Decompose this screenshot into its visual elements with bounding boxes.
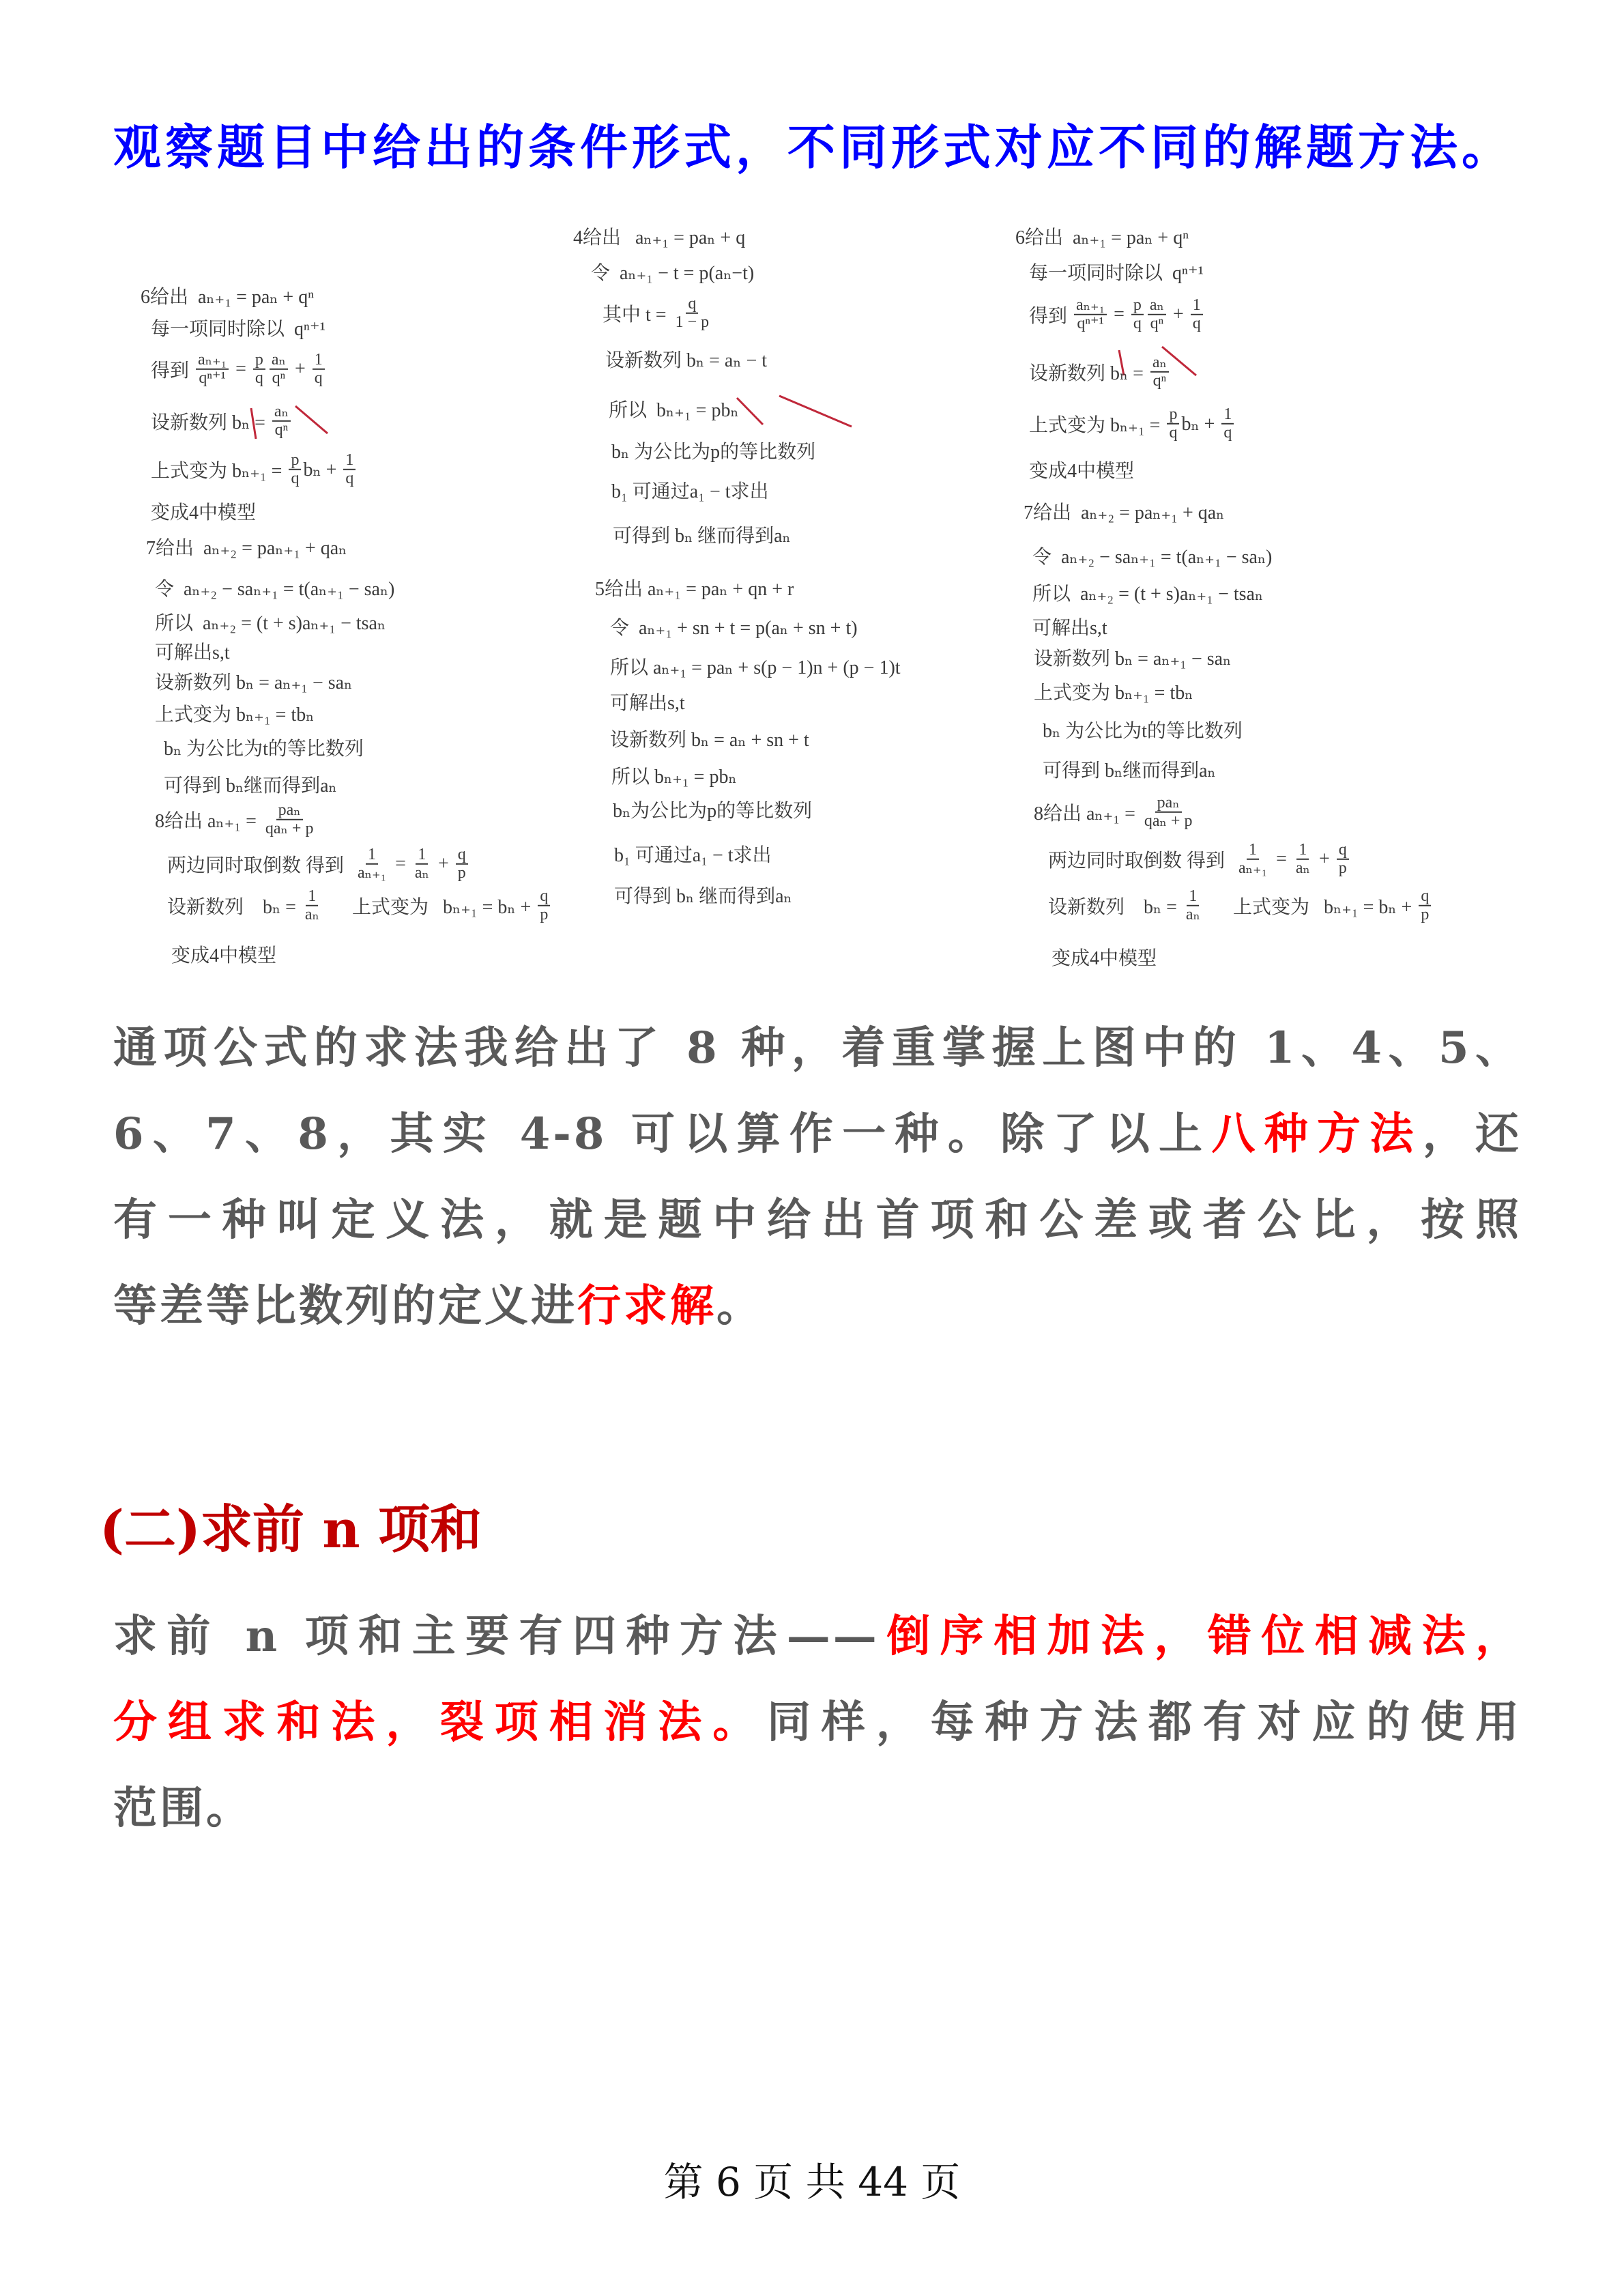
formula-line [1034,794,1196,830]
formula-line [611,762,737,789]
formula-line [1048,842,1351,877]
formula-text: = [390,853,411,874]
fraction-numerator: p [1167,406,1179,425]
formula-line [155,700,314,727]
formula-line [151,314,325,341]
formula-text: 变成4中模型 [151,502,257,523]
formula-text: 变成4中模型 [1029,461,1135,482]
text-run: 。 [716,1280,763,1332]
formula-text: 7给出 aₙ₊₂ = paₙ₊₁ + qaₙ [146,538,347,559]
fraction-numerator: aₙ [270,351,288,370]
formula-line [171,941,276,968]
fraction-numerator: 1 [306,888,318,906]
formula-line [167,888,552,923]
text-run: 通项公式的求法我给出了 8 种，着重掌握上图中的 1、4、5、 [113,1022,1522,1074]
paragraph-line [113,1263,1522,1349]
formula-text: 其中 t = [603,304,671,326]
fraction-denominator: q [314,369,323,387]
formula-line [155,668,352,695]
fraction [1131,297,1144,332]
formula-text: 得到 [1029,306,1073,327]
formula-text: bₙ 为公比为t的等比数列 [164,738,364,760]
fraction [1236,842,1269,877]
fraction [1419,888,1431,923]
fraction-denominator: qⁿ⁺¹ [1077,315,1104,332]
fraction [673,296,712,331]
fraction-denominator: p [1421,906,1430,923]
general-term-paragraph [113,1005,1522,1349]
fraction [303,888,321,923]
formula-text: + [1314,848,1335,870]
fraction-denominator: q [1133,315,1142,332]
fraction [289,452,301,487]
fraction-denominator: q [1223,424,1232,442]
formula-text: 上式变为 bₙ₊₁ = bₙ + [1204,897,1417,918]
formula-line [1029,406,1236,442]
fraction-numerator: aₙ₊₁ [1074,297,1107,315]
formula-line [1029,456,1134,483]
page-number-footer: 第 6 页 共 44 页 [663,2159,961,2205]
fraction [1167,406,1179,442]
fraction-denominator: qⁿ [272,369,286,387]
fraction-numerator: q [538,888,550,906]
highlight-text: 分组求和法，裂项相消法。 [113,1697,768,1748]
fraction-denominator: p [540,906,549,923]
formula-text: 上式变为 bₙ₊₁ = bₙ + [323,897,536,918]
fraction [356,846,388,882]
highlight-text: 八种方法 [1211,1108,1423,1160]
formula-text: 每一项同时除以 qⁿ⁺¹ [151,319,325,340]
fraction-numerator: q [456,846,468,865]
formula-line [1032,613,1107,640]
page-intro-title: 观察题目中给出的条件形式，不同形式对应不同的解题方法。 [113,119,1513,175]
fraction-denominator: p [1338,859,1347,877]
formula-text: 所以 bₙ₊₁ = pbₙ [611,766,737,788]
fraction-numerator: paₙ [276,802,303,820]
fraction-numerator: paₙ [1155,794,1182,813]
formula-line [611,437,815,464]
formula-text: + [433,853,454,874]
formula-line [610,652,901,680]
formula-text: 可得到 bₙ继而得到aₙ [164,775,337,797]
fraction-denominator: aₙ [1185,906,1200,923]
formula-text: 上式变为 bₙ₊₁ = tbₙ [1034,683,1193,704]
fraction-denominator: qⁿ⁺¹ [199,369,226,387]
paragraph-line [113,1005,1522,1091]
formula-text: 变成4中模型 [171,945,277,966]
fraction-numerator: q [1337,842,1349,860]
formula-line [614,840,772,867]
text-run: 求前 n 项和主要有四种方法—— [113,1611,880,1662]
fraction [1074,297,1107,332]
formula-line [591,258,754,285]
formula-text: bₙ + [1181,414,1220,435]
formula-text: 设新数列 bₙ = [151,412,270,433]
formula-line [1029,258,1204,285]
formula-line [610,613,858,640]
formula-line [1029,354,1171,390]
fraction-denominator: aₙ₊₁ [358,864,387,882]
formula-text: 两边同时取倒数 得到 [167,855,354,876]
fraction [1184,888,1202,923]
fraction [1150,354,1169,390]
text-run: ，还 [1422,1108,1522,1160]
fraction [1191,297,1203,332]
formula-text: 6给出 aₙ₊₁ = paₙ + qⁿ [1015,227,1189,248]
formula-text: 6给出 aₙ₊₁ = paₙ + qⁿ [141,287,315,308]
formula-text: 可解出s,t [155,642,230,663]
formula-line [595,574,794,601]
fraction-denominator: qaₙ + p [1144,812,1193,830]
formula-line [603,296,713,331]
formula-text: = [1109,304,1129,325]
paragraph-line [113,1680,1522,1766]
fraction-numerator: p [253,351,265,370]
fraction [313,351,325,387]
formula-text: + [289,358,310,379]
section-heading: (二)求前 n 项和 [100,1499,482,1560]
formula-line [167,846,470,882]
fraction [343,452,356,487]
formula-line [573,223,745,250]
formula-text: 令 aₙ₊₁ − t = p(aₙ−t) [591,263,755,284]
formula-figure-left [133,273,556,976]
formula-line [1024,498,1224,525]
formula-line [614,881,792,908]
fraction-numerator: 1 [366,846,378,865]
formula-line [1015,223,1189,250]
fraction-denominator: aₙ [1295,859,1310,877]
fraction-numerator: 1 [1187,888,1199,906]
formula-figure-right [1011,222,1482,983]
formula-line [151,351,327,387]
formula-text: 令 aₙ₊₁ + sn + t = p(aₙ + sn + t) [610,618,858,639]
fraction-numerator: q [1419,888,1431,906]
highlight-text: 倒序相加法，错位相减法， [879,1611,1522,1662]
formula-line [151,452,358,487]
fraction-numerator: aₙ [1150,354,1169,373]
paragraph-line [113,1766,1522,1852]
fraction [1294,842,1312,877]
fraction-numerator: 1 [416,846,428,865]
formula-line [155,637,230,665]
formula-line [1048,888,1433,923]
formula-line [1034,644,1231,671]
formula-text: 上式变为 bₙ₊₁ = tbₙ [155,704,315,726]
fraction-denominator: q [1169,424,1178,442]
formula-line [151,498,256,525]
formula-text: 设新数列 bₙ = aₙ + sn + t [610,730,809,751]
formula-figure-middle [568,222,971,976]
fraction [538,888,550,923]
formula-text: 得到 [151,360,194,382]
fraction [196,351,229,387]
formula-line [164,771,337,798]
formula-text: 两边同时取倒数 得到 [1048,850,1235,872]
fraction-denominator: 1 − p [675,313,710,331]
fraction [270,351,288,387]
formula-line [610,688,685,715]
fraction [263,802,316,837]
formula-line [611,476,769,504]
fraction-numerator: 1 [313,351,325,370]
fraction [272,403,291,439]
highlight-text: 行求解 [577,1280,716,1332]
formula-text: = [231,358,251,379]
fraction [253,351,265,387]
formula-text: 所以 aₙ₊₁ = paₙ + s(p − 1)n + (p − 1)t [610,657,901,678]
fraction-denominator: qⁿ [1152,372,1167,390]
formula-line [155,802,317,837]
formula-text: 上式变为 bₙ₊₁ = [1029,415,1165,436]
formula-line [1043,716,1243,743]
text-run: 6、7、8，其实 4-8 可以算作一种。除了以上 [113,1108,1212,1160]
fraction-numerator: aₙ [1148,297,1166,315]
formula-text: 可得到 bₙ继而得到aₙ [1043,760,1216,781]
paragraph-line [113,1177,1522,1263]
fraction-denominator: qⁿ [1150,315,1164,332]
formula-line [609,395,739,422]
sum-methods-paragraph [113,1594,1522,1852]
paragraph-line [113,1091,1522,1177]
fraction-numerator: 1 [1296,842,1309,860]
fraction-numerator: 1 [343,452,356,470]
formula-text: 变成4中模型 [1052,948,1157,969]
formula-line [141,282,314,309]
formula-text: 8给出 aₙ₊₁ = [1034,803,1140,824]
formula-text: 4给出 aₙ₊₁ = paₙ + q [573,227,746,248]
formula-line [1052,943,1157,971]
formula-text: 上式变为 bₙ₊₁ = [151,461,287,482]
formula-text: 可解出s,t [610,693,685,714]
formula-line [155,574,394,601]
fraction-numerator: p [1131,297,1144,315]
fraction-numerator: aₙ [272,403,291,422]
formula-text: 所以 aₙ₊₂ = (t + s)aₙ₊₁ − tsaₙ [1032,584,1264,605]
formula-line [155,608,386,635]
fraction-numerator: aₙ₊₁ [196,351,229,370]
formula-line [610,725,809,752]
fraction-denominator: q [1192,315,1201,332]
formula-text: 可解出s,t [1032,618,1107,639]
formula-text: 设新数列 bₙ = aₙ₊₁ − saₙ [155,672,353,693]
fraction-denominator: aₙ [414,864,429,882]
fraction-numerator: 1 [1247,842,1259,860]
formula-text: bₙ + [303,459,342,480]
text-run: 等差等比数列的定义进 [113,1280,577,1332]
formula-text: 每一项同时除以 qⁿ⁺¹ [1029,263,1204,284]
fraction-denominator: qⁿ [274,421,289,439]
formula-text: bₙ 为公比为t的等比数列 [1043,721,1243,742]
formula-text: bₙ 为公比为p的等比数列 [611,442,816,463]
fraction [456,846,468,882]
fraction-numerator: 1 [1221,406,1234,425]
formula-text: 7给出 aₙ₊₂ = paₙ₊₁ + qaₙ [1024,502,1225,523]
formula-line [613,521,791,548]
formula-text: 令 aₙ₊₂ − saₙ₊₁ = t(aₙ₊₁ − saₙ) [155,579,395,600]
formula-text: 8给出 aₙ₊₁ = [155,811,261,832]
formula-text: b₁ 可通过a₁ − t求出 [614,845,772,866]
paragraph-line [113,1594,1522,1680]
formula-text: b₁ 可通过a₁ − t求出 [611,481,769,502]
formula-text: 设新数列 bₙ = [167,897,301,918]
fraction [413,846,431,882]
text-run: 有一种叫定义法，就是题中给出首项和公差或者公比，按照 [113,1194,1522,1246]
fraction-numerator: 1 [1191,297,1203,315]
formula-line [1032,542,1272,569]
formula-text: 设新数列 bₙ = aₙ₊₁ − saₙ [1034,648,1232,670]
formula-text: 设新数列 bₙ = [1048,897,1182,918]
formula-line [151,403,293,439]
formula-line [1034,678,1193,705]
formula-text: 所以 bₙ₊₁ = pbₙ [609,400,739,421]
fraction-numerator: q [686,296,698,314]
formula-line [605,345,767,373]
fraction-denominator: qaₙ + p [265,820,314,837]
formula-line [1029,297,1205,332]
fraction-denominator: q [345,470,354,487]
formula-line [146,533,347,560]
formula-text: + [1168,304,1189,325]
fraction-denominator: p [457,864,466,882]
fraction [1337,842,1349,877]
formula-text: 设新数列 bₙ = [1029,363,1148,384]
fraction-denominator: q [291,470,300,487]
fraction-denominator: q [255,369,263,387]
formula-line [164,734,364,761]
formula-text: 5给出 aₙ₊₁ = paₙ + qn + r [595,579,794,600]
formula-text: bₙ为公比为p的等比数列 [613,801,813,822]
formula-line [613,796,812,823]
fraction [1221,406,1234,442]
formula-text: 所以 aₙ₊₂ = (t + s)aₙ₊₁ − tsaₙ [155,613,386,634]
formula-text: 可得到 bₙ 继而得到aₙ [613,526,791,547]
formula-text: 令 aₙ₊₂ − saₙ₊₁ = t(aₙ₊₁ − saₙ) [1032,547,1273,568]
formula-line [1043,756,1216,783]
formula-text: = [1271,848,1292,870]
fraction [1148,297,1166,332]
formula-text: 可得到 bₙ 继而得到aₙ [614,886,792,907]
fraction-numerator: p [289,452,301,470]
fraction-denominator: aₙ [304,906,319,923]
text-run: 同样，每种方法都有对应的使用 [767,1697,1522,1748]
formula-line [1032,579,1263,606]
text-run: 范围。 [113,1783,252,1834]
fraction-denominator: aₙ₊₁ [1238,859,1268,877]
fraction [1142,794,1195,830]
formula-text: 设新数列 bₙ = aₙ − t [605,350,768,371]
